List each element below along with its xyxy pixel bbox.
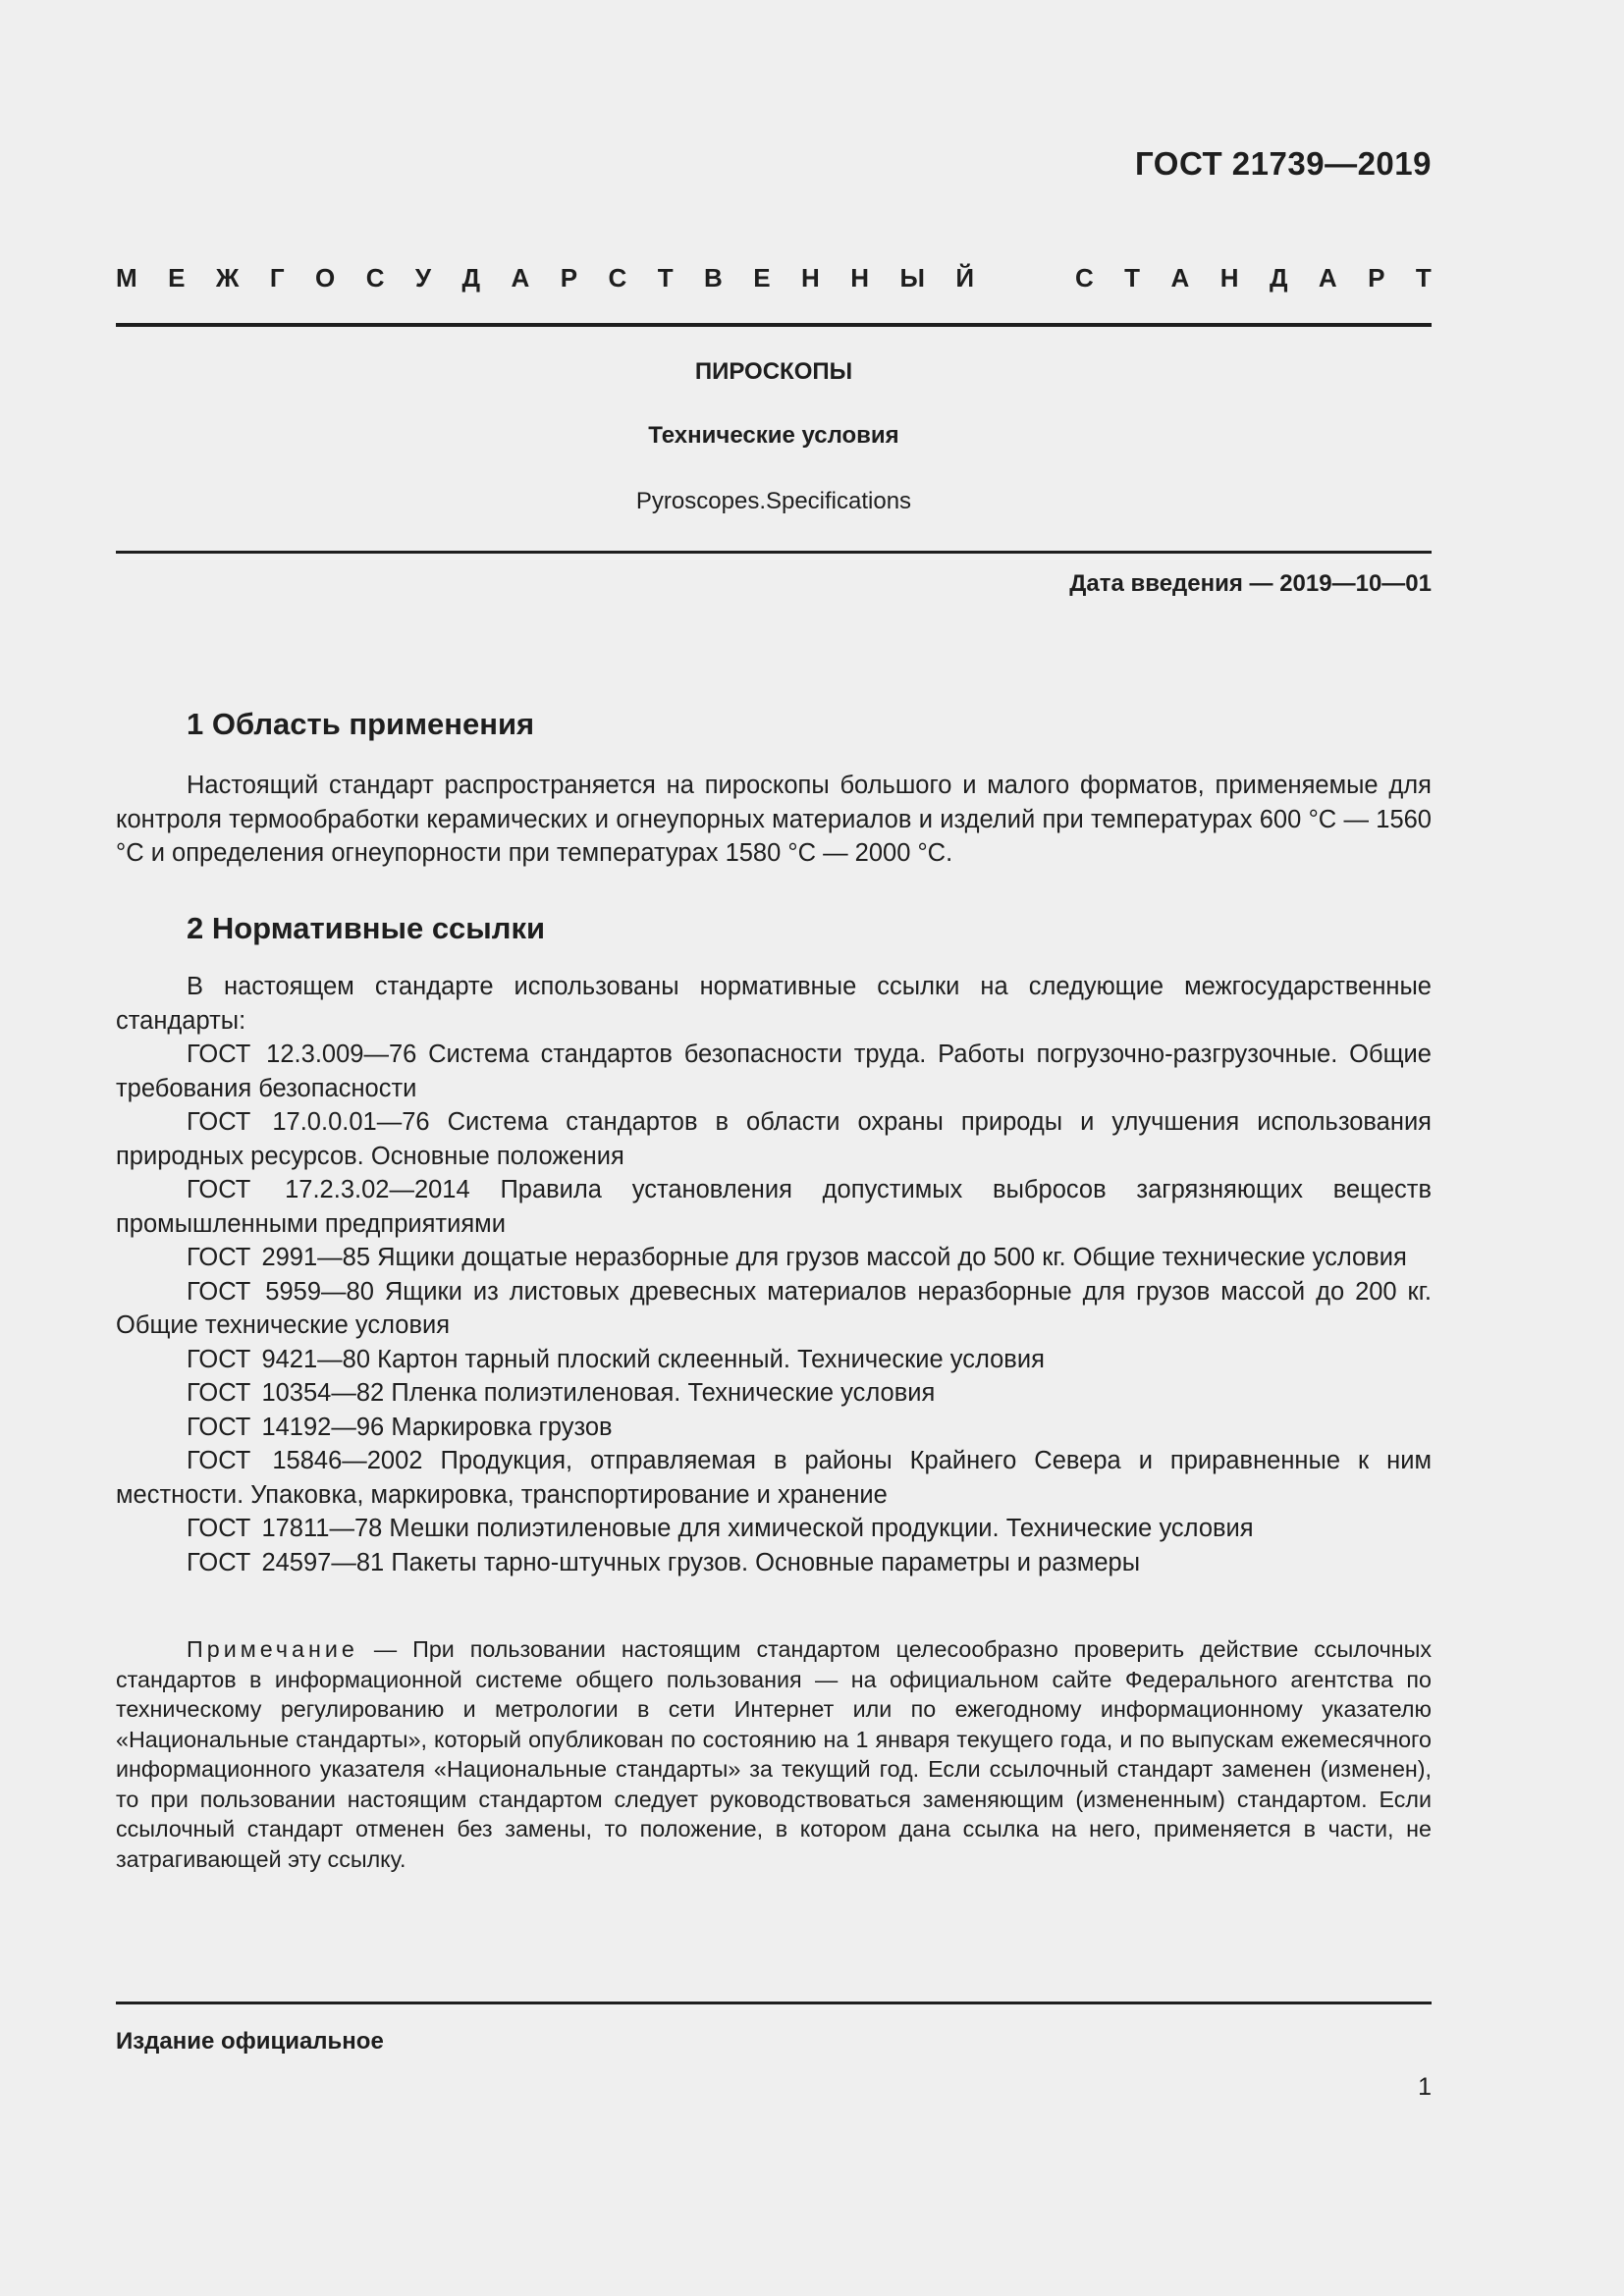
reference-item [116, 1546, 1432, 1580]
reference-item [116, 1343, 1432, 1377]
section-1-paragraph: Настоящий стандарт распространяется на пироскопы большого и малого форматов, применяемые для контроля термообработки керамических и огнеупорных материалов и изделий при температурах 600 °C — 1560 °C и определения огнеупорности при температурах 1580 °C — 2000 °C. [116, 772, 1432, 867]
title-divider [116, 551, 1432, 554]
section-2-heading: 2 Нормативные ссылки [187, 911, 546, 945]
reference-item [116, 1275, 1432, 1343]
document-page [116, 0, 1432, 2296]
header-letter: С [608, 263, 627, 293]
header-letter: А [511, 263, 530, 293]
introduction-date: Дата введения — 2019—10—01 [1069, 570, 1432, 597]
header-letter: С [365, 263, 385, 293]
standard-type-header [116, 263, 1432, 294]
reference-title: Система стандартов безопасности труда. Работы погрузочно-разгрузочные. Общие требования безопасности [116, 1041, 1432, 1102]
reference-item [116, 1376, 1432, 1411]
reference-item [116, 1241, 1432, 1275]
reference-code: ГОСТ 2991—85 [187, 1244, 371, 1271]
edition-label: Издание официальное [116, 2028, 384, 2055]
english-title: Pyroscopes.Specifications [635, 488, 912, 514]
document-title: ПИРОСКОПЫ [694, 358, 853, 385]
reference-code: ГОСТ 12.3.009—76 [187, 1041, 417, 1068]
header-letter: В [704, 263, 723, 293]
header-letter: Ы [899, 263, 925, 293]
section-2-intro: В настоящем стандарте использованы нормативные ссылки на следующие межгосударственные стандарты: [116, 973, 1432, 1035]
header-letter: Е [753, 263, 771, 293]
header-letter: М [116, 263, 137, 293]
reference-code: ГОСТ 17.0.0.01—76 [187, 1108, 430, 1136]
note-label: Примечание [187, 1636, 358, 1662]
reference-code: ГОСТ 24597—81 [187, 1548, 385, 1576]
header-letter: Р [1368, 263, 1385, 293]
header-letter: Т [1124, 263, 1141, 293]
reference-code: ГОСТ 17811—78 [187, 1515, 383, 1542]
reference-item [116, 1038, 1432, 1105]
reference-title: Пленка полиэтиленовая. Технические условия [391, 1379, 936, 1407]
header-letter: О [315, 263, 336, 293]
reference-item [116, 1411, 1432, 1445]
page-number: 1 [1418, 2073, 1432, 2101]
header-letter: Й [955, 263, 975, 293]
reference-title: Мешки полиэтиленовые для химической продукции. Технические условия [389, 1515, 1254, 1542]
header-letter: Т [657, 263, 674, 293]
header-letter: Д [1269, 263, 1288, 293]
header-letter: Р [560, 263, 578, 293]
document-number: ГОСТ 21739—2019 [1135, 145, 1432, 182]
reference-item [116, 1173, 1432, 1241]
header-letter: А [1318, 263, 1337, 293]
note-paragraph [116, 1634, 1432, 1874]
header-letter: Н [850, 263, 870, 293]
header-letter: А [1170, 263, 1190, 293]
header-letter: Е [168, 263, 186, 293]
header-letter: Ж [215, 263, 240, 293]
footer-divider [116, 2002, 1432, 2004]
reference-title: Маркировка грузов [391, 1413, 613, 1441]
reference-item [116, 1444, 1432, 1512]
reference-code: ГОСТ 10354—82 [187, 1379, 385, 1407]
reference-code: ГОСТ 15846—2002 [187, 1447, 423, 1474]
header-letter: Н [801, 263, 820, 293]
reference-code: ГОСТ 5959—80 [187, 1277, 374, 1306]
header-letter: С [1074, 263, 1094, 293]
header-divider [116, 323, 1432, 327]
header-letter: У [414, 263, 432, 293]
reference-code: ГОСТ 14192—96 [187, 1413, 385, 1441]
header-letter: Н [1219, 263, 1239, 293]
reference-title: Система стандартов в области охраны природы и улучшения использования природных ресурсов. Основные положения [116, 1108, 1432, 1170]
reference-code: ГОСТ 17.2.3.02—2014 [187, 1176, 470, 1203]
header-letter: Г [269, 263, 285, 293]
document-subtitle: Технические условия [648, 422, 899, 449]
reference-title: Правила установления допустимых выбросов загрязняющих веществ промышленными предприятиями [116, 1176, 1432, 1238]
section-2-body [116, 970, 1432, 1579]
section-1-body [116, 769, 1432, 871]
reference-title: Продукция, отправляемая в районы Крайнего Севера и приравненные к ним местности. Упаковка, маркировка, транспортирование и хранение [116, 1447, 1433, 1509]
reference-title: Ящики дощатые неразборные для грузов массой до 500 кг. Общие технические условия [377, 1244, 1407, 1271]
note-text: — При пользовании настоящим стандартом целесообразно проверить действие ссылочных стандартов в информационной системе общего пользования — на официальном сайте Федерального агентства по техническому регулированию и метрологии в сети Интернет или по ежегодному информационному указателю «Национальные стандарты», который опубликован по состоянию на 1 января текущего года, и по выпускам ежемесячного информационного указателя «Национальные стандарты» за текущий год. Если ссылочный стандарт заменен (изменен), то при пользовании настоящим стандартом следует руководствоваться заменяющим (измененным) стандартом. Если ссылочный стандарт отменен без замены, то положение, в котором дана ссылка на него, применяется в части, не затрагивающей эту ссылку. [116, 1636, 1432, 1872]
reference-item [116, 1512, 1432, 1546]
reference-title: Картон тарный плоский склеенный. Технические условия [377, 1345, 1045, 1373]
reference-title: Пакеты тарно-штучных грузов. Основные параметры и размеры [391, 1548, 1141, 1576]
header-letter: Д [461, 263, 481, 293]
header-letter: Т [1415, 263, 1432, 293]
section-1-heading: 1 Область применения [187, 707, 535, 741]
reference-title: Ящики из листовых древесных материалов неразборные для грузов массой до 200 кг. Общие технические условия [116, 1277, 1432, 1339]
header-word-gap [1005, 263, 1045, 294]
reference-code: ГОСТ 9421—80 [187, 1345, 371, 1373]
reference-item [116, 1105, 1432, 1173]
